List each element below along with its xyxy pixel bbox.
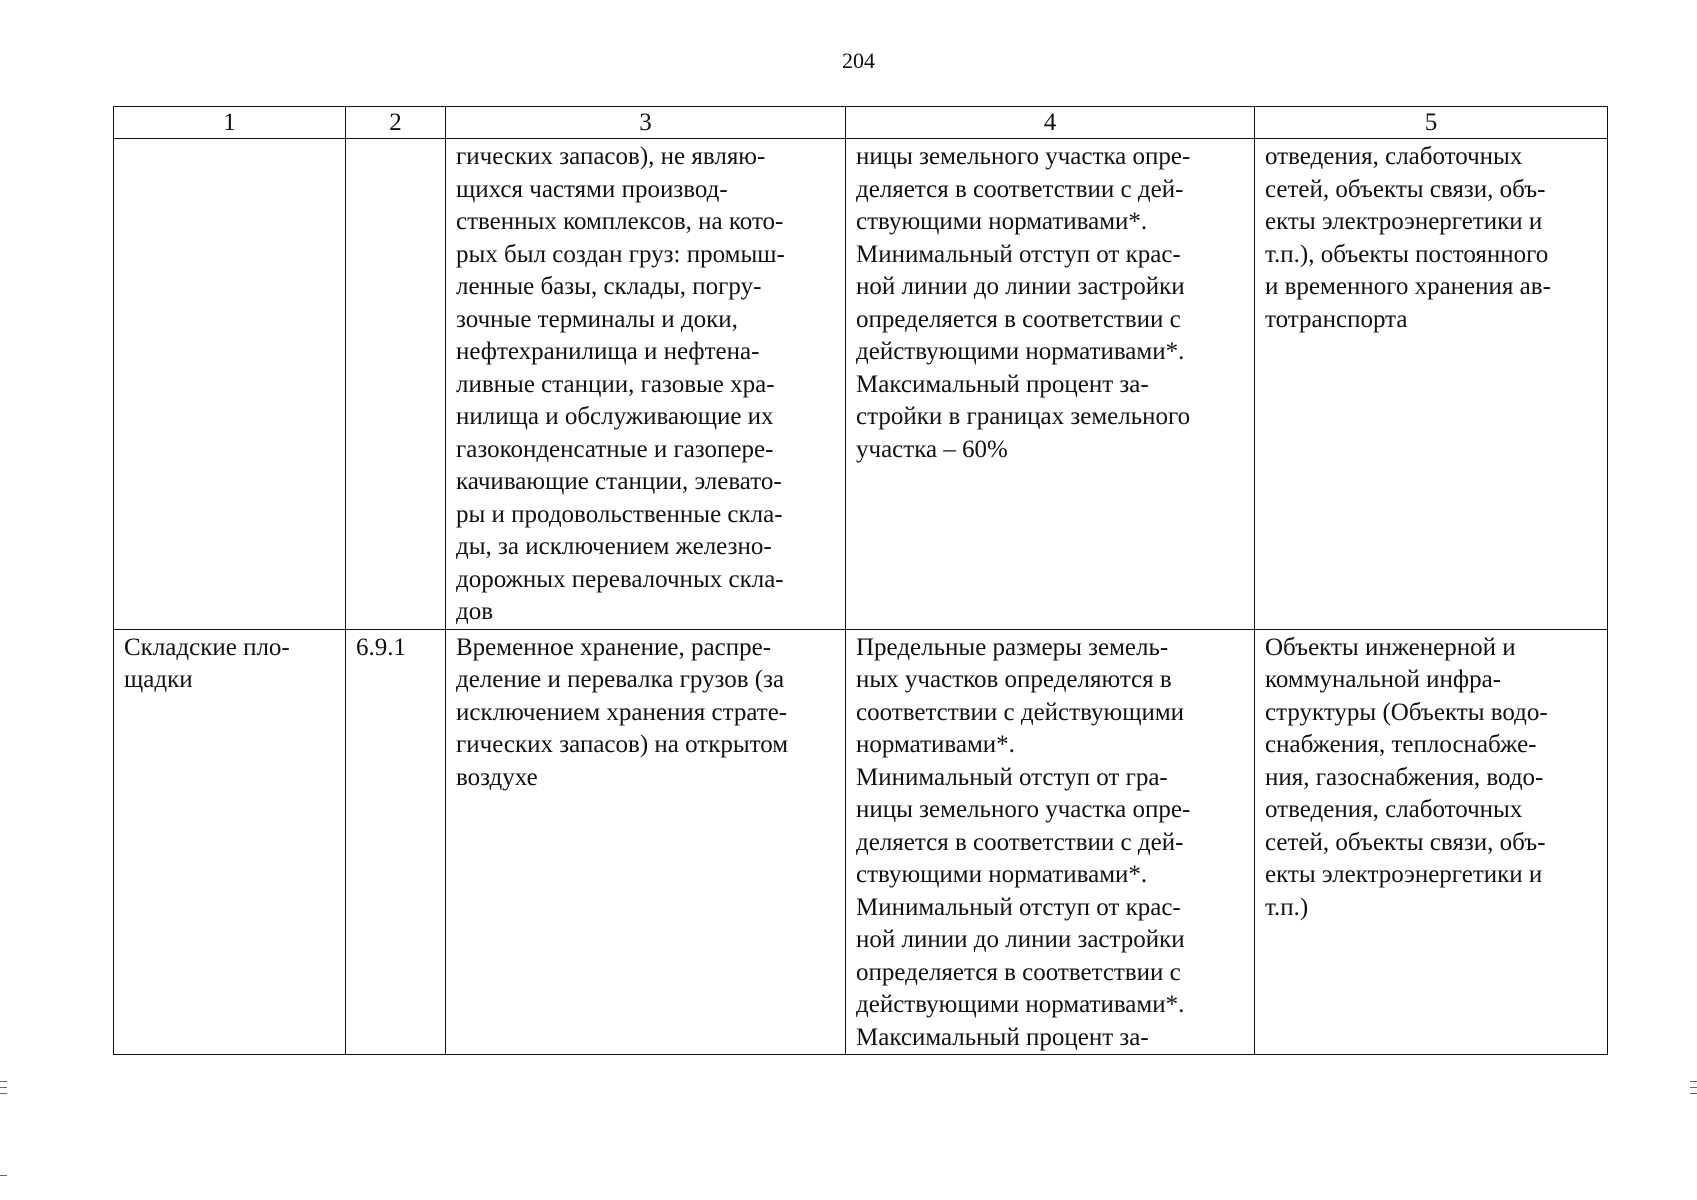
scan-edge-mark <box>1690 1081 1697 1082</box>
cell-text-line: коммунальной инфра- <box>1265 666 1501 693</box>
cell-text-line: екты электроэнергетики и <box>1265 208 1543 235</box>
cell-parameters <box>846 629 1255 1055</box>
cell-use-description <box>446 629 846 1055</box>
cell-text-line: Максимальный процент за- <box>856 370 1149 398</box>
scan-edge-mark <box>0 1087 7 1088</box>
cell-text-line: рых был создан груз: промыш- <box>456 240 785 268</box>
cell-text-line: гических запасов), не являю- <box>456 143 766 170</box>
cell-text-line: Минимальный отступ от гра- <box>856 763 1168 791</box>
page-number: 204 <box>842 48 875 73</box>
cell-text-line: ния, газоснабжения, водо- <box>1265 763 1544 791</box>
scan-edge-mark <box>1690 1093 1697 1094</box>
cell-text-line: екты электроэнергетики и <box>1265 861 1543 888</box>
cell-text-line: качивающие станции, элевато- <box>456 468 782 495</box>
cell-text-line: Минимальный отступ от крас- <box>856 893 1181 921</box>
cell-text-line: ных участков определяются в <box>856 666 1172 693</box>
cell-text-line: т.п.), объекты постоянного <box>1265 240 1549 268</box>
cell-text-line: определяется в соответствии с <box>856 958 1181 986</box>
cell-text-line: сетей, объекты связи, объ- <box>1265 828 1546 856</box>
cell-text-line: действующими нормативами*. <box>856 991 1185 1018</box>
cell-text-line: ственных комплексов, на кото- <box>456 208 784 235</box>
cell-use-description <box>446 139 846 630</box>
cell-text-line: ной линии до линии застройки <box>856 273 1185 300</box>
cell-text-line: Объекты инженерной и <box>1265 633 1516 661</box>
table-row <box>114 629 1608 1055</box>
cell-text-line: газоконденсатные и газопере- <box>456 435 774 463</box>
table-row <box>114 139 1608 630</box>
cell-auxiliary-uses <box>1255 629 1608 1055</box>
cell-use-name <box>114 629 346 1055</box>
cell-text-line: деление и перевалка грузов (за <box>456 666 785 693</box>
cell-text-line: ствующими нормативами*. <box>856 208 1148 235</box>
cell-text-line: структуры (Объекты водо- <box>1265 698 1548 726</box>
header-col-4: 4 <box>846 107 1255 139</box>
cell-text-line: 6.9.1 <box>356 633 406 661</box>
cell-text-line: тотранспорта <box>1265 305 1408 333</box>
cell-text-line: ливные станции, газовые хра- <box>456 370 775 398</box>
cell-text-line: щадки <box>124 666 193 693</box>
cell-text-line: Временное хранение, распре- <box>456 633 772 661</box>
cell-text-line: участка – 60% <box>856 435 1008 463</box>
cell-text-line: Предельные размеры земель- <box>856 633 1169 661</box>
header-col-2: 2 <box>346 107 446 139</box>
cell-parameters <box>846 139 1255 630</box>
cell-text-line: щихся частями производ- <box>456 175 728 203</box>
cell-text-line: действующими нормативами*. <box>856 338 1185 365</box>
cell-text-line: ницы земельного участка опре- <box>856 796 1191 823</box>
cell-text-line: ствующими нормативами*. <box>856 861 1148 888</box>
header-col-1: 1 <box>114 107 346 139</box>
header-col-5: 5 <box>1255 107 1608 139</box>
cell-text-line: отведения, слаботочных <box>1265 143 1523 170</box>
cell-text-line: дорожных перевалочных скла- <box>456 565 784 593</box>
cell-text-line: отведения, слаботочных <box>1265 796 1523 823</box>
cell-text-line: и временного хранения ав- <box>1265 273 1551 300</box>
cell-auxiliary-uses <box>1255 139 1608 630</box>
cell-text-line: нефтехранилища и нефтена- <box>456 338 760 365</box>
cell-text-line: Максимальный процент за- <box>856 1023 1149 1051</box>
cell-text-line: сетей, объекты связи, объ- <box>1265 175 1546 203</box>
cell-use-name <box>114 139 346 630</box>
cell-text-line: дов <box>456 598 494 625</box>
scan-edge-mark <box>0 1093 7 1094</box>
cell-text-line: деляется в соответствии с дей- <box>856 828 1184 856</box>
cell-text-line: ды, за исключением железно- <box>456 533 772 560</box>
cell-use-code <box>346 629 446 1055</box>
cell-text-line: зочные терминалы и доки, <box>456 305 738 333</box>
cell-text-line: ры и продовольственные скла- <box>456 500 783 528</box>
cell-text-line: Минимальный отступ от крас- <box>856 240 1181 268</box>
scan-edge-mark <box>1690 1087 1697 1088</box>
scan-edge-mark <box>0 1081 7 1082</box>
cell-text-line: определяется в соответствии с <box>856 305 1181 333</box>
cell-text-line: нормативами*. <box>856 731 1015 758</box>
cell-text-line: нилища и обслуживающие их <box>456 403 774 430</box>
cell-text-line: соответствии с действующими <box>856 698 1185 726</box>
cell-text-line: исключением хранения страте- <box>456 698 788 726</box>
cell-text-line: снабжения, теплоснабже- <box>1265 731 1537 758</box>
scan-edge-mark <box>0 1175 7 1176</box>
cell-text-line: ленные базы, склады, погру- <box>456 273 762 300</box>
cell-text-line: гических запасов) на открытом <box>456 731 789 758</box>
cell-text-line: деляется в соответствии с дей- <box>856 175 1184 203</box>
cell-text-line: воздухе <box>456 763 538 791</box>
cell-text-line: Складские пло- <box>124 633 290 661</box>
cell-use-code <box>346 139 446 630</box>
cell-text-line: т.п.) <box>1265 893 1309 921</box>
cell-text-line: ницы земельного участка опре- <box>856 143 1191 170</box>
cell-text-line: ной линии до линии застройки <box>856 926 1185 953</box>
regulations-table <box>113 106 1608 1055</box>
table-header-row <box>114 107 1608 139</box>
cell-text-line: стройки в границах земельного <box>856 403 1191 430</box>
header-col-3: 3 <box>446 107 846 139</box>
